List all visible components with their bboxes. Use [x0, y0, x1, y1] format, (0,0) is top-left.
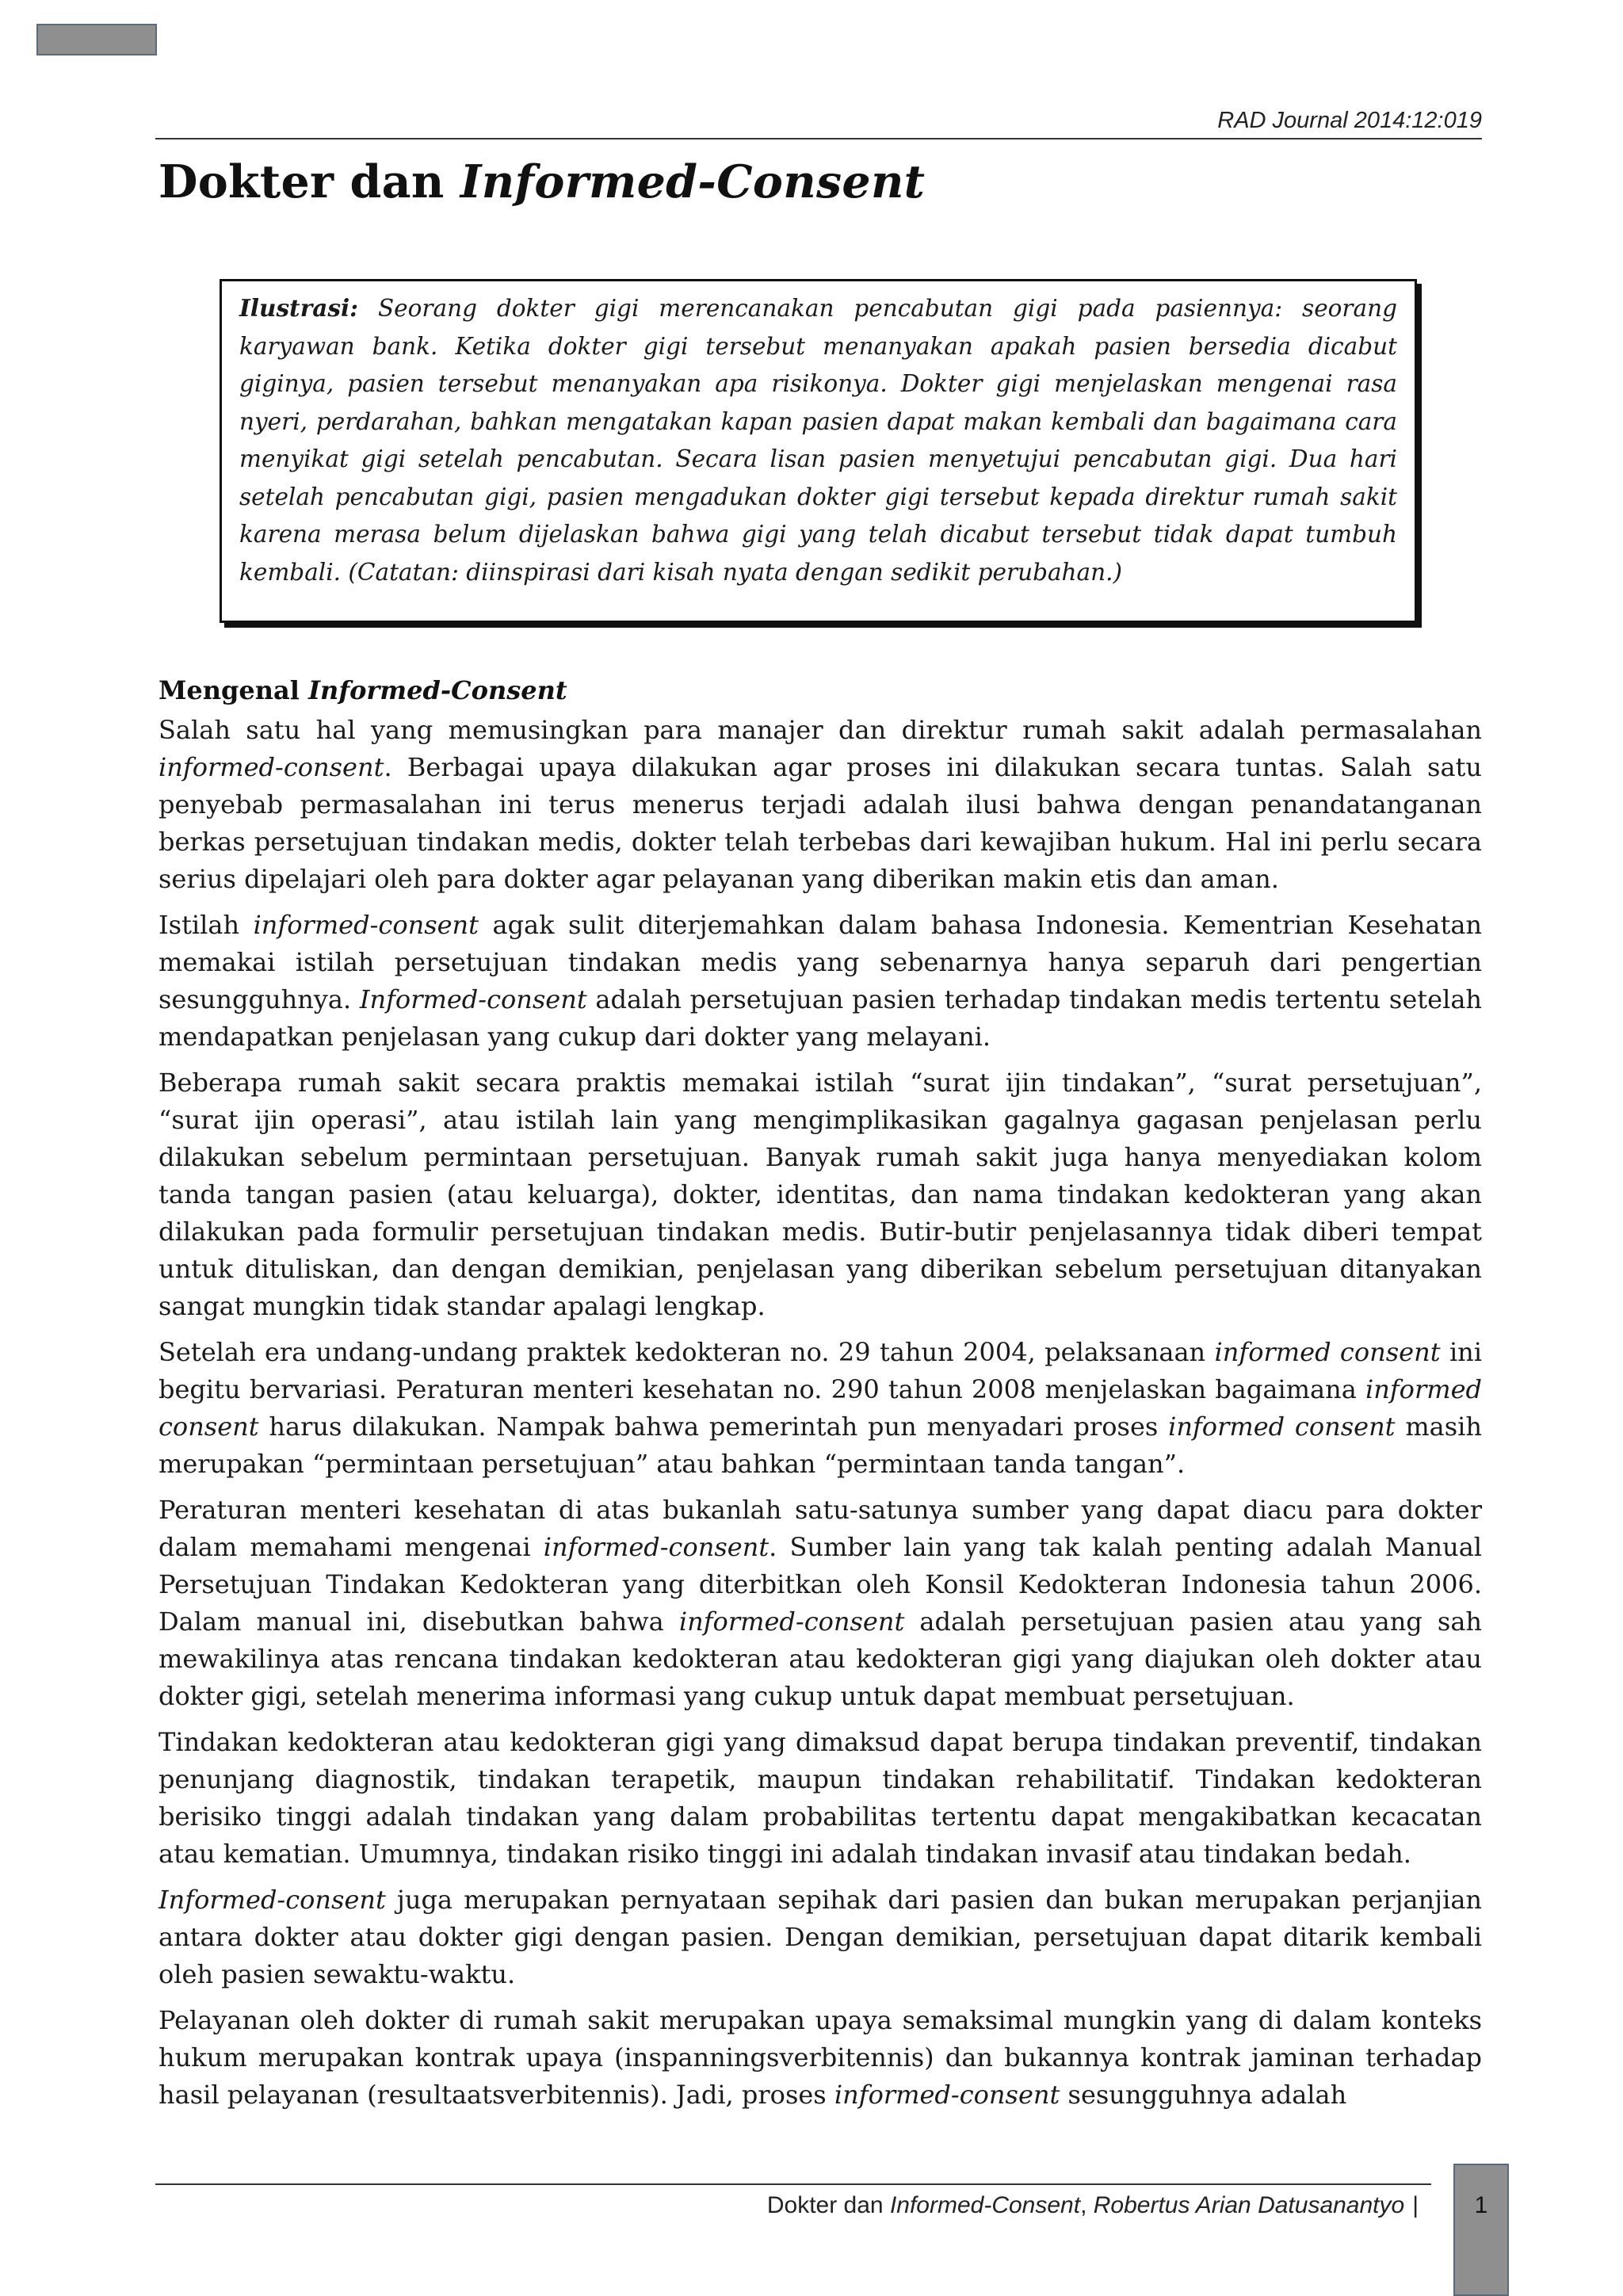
text-run: adalah persetujuan pasien atau yang sah mewakilinya atas rencana tindakan kedokteran atau kedokteran gigi yang diajukan oleh dokter atau dokter gigi, setelah menerima informasi yang cukup untuk dapat membuat persetujuan.	[158, 1606, 1483, 1711]
illustration-label: Ilustrasi:	[239, 294, 359, 322]
section-heading-plain: Mengenal	[158, 675, 309, 705]
text-run: Tindakan kedokteran atau kedokteran gigi yang dimaksud dapat berupa tindakan preventif, tindakan penunjang diagnostik, tindakan terapetik, maupun tindakan rehabilitatif. Tindakan kedokteran berisiko tinggi adalah tindakan yang dalam probabilitas tertentu dapat mengakibatkan kecacatan atau kematian. Umumnya, tindakan risiko tinggi ini adalah tindakan invasif atau tindakan bedah.	[158, 1727, 1482, 1869]
text-run: . Berbagai upaya dilakukan agar proses ini dilakukan secara tuntas. Salah satu penyebab permasalahan ini terus menerus terjadi adalah ilusi bahwa dengan penandatanganan berkas persetujuan tindakan medis, dokter telah terbebas dari kewajiban hukum. Hal ini perlu secara serius dipelajari oleh para dokter agar pelayanan yang diberikan makin etis dan aman.	[158, 752, 1482, 894]
footer-title-plain: Dokter dan	[766, 2192, 890, 2218]
paragraph	[158, 1724, 1482, 1873]
italic-term: informed consent	[158, 1374, 1482, 1442]
italic-term: Informed-consent	[158, 1885, 386, 1915]
text-run: agak sulit diterjemahkan dalam bahasa Indonesia. Kementrian Kesehatan memakai istilah persetujuan tindakan medis yang sebenarnya hanya separuh dari pengertian sesungguhnya.	[158, 910, 1483, 1014]
section-heading	[158, 672, 1482, 709]
text-run: Beberapa rumah sakit secara praktis memakai istilah “surat ijin tindakan”, “surat persetujuan”, “surat ijin operasi”, atau istilah lain yang mengimplikasikan gagalnya gagasan penjelasan perlu dilakukan sebelum permintaan persetujuan. Banyak rumah sakit juga hanya menyediakan kolom tanda tangan pasien (atau keluarga), dokter, identitas, dan nama tindakan kedokteran yang akan dilakukan pada formulir persetujuan tindakan medis. Butir-butir penjelasannya tidak diberi tempat untuk dituliskan, dan dengan demikian, penjelasan yang diberikan sebelum persetujuan ditanyakan sangat mungkin tidak standar apalagi lengkap.	[158, 1068, 1482, 1321]
paragraph	[158, 907, 1482, 1056]
corner-tab	[36, 24, 157, 55]
footer-title-italic: Informed-Consent	[889, 2192, 1081, 2218]
text-run: harus dilakukan. Nampak bahwa pemerintah pun menyadari proses	[258, 1412, 1169, 1442]
text-run: Setelah era undang-undang praktek kedokteran no. 29 tahun 2004, pelaksanaan	[158, 1337, 1215, 1367]
page-title	[158, 155, 925, 208]
text-run: Pelayanan oleh dokter di rumah sakit merupakan upaya semaksimal mungkin yang di dalam konteks hukum merupakan kontrak upaya (inspanningsverbitennis) dan bukannya kontrak jaminan terhadap hasil pelayanan (resultaatsverbitennis). Jadi, proses	[158, 2005, 1482, 2110]
italic-term: informed-consent	[678, 1606, 905, 1637]
text-run: adalah persetujuan pasien terhadap tindakan medis tertentu setelah mendapatkan penjelasan yang cukup dari dokter yang melayani.	[158, 984, 1483, 1052]
italic-term: Informed-consent	[359, 984, 587, 1014]
page-number-tab	[1453, 2164, 1509, 2296]
italic-term: informed-consent	[253, 910, 479, 940]
text-run: masih merupakan “permintaan persetujuan” atau bahkan “permintaan tanda tangan”.	[158, 1412, 1483, 1479]
illustration-text	[239, 289, 1397, 591]
italic-term: informed-consent	[834, 2080, 1060, 2110]
paragraph	[158, 2002, 1482, 2114]
footer-author: Robertus Arian Datusanantyo	[1093, 2192, 1405, 2218]
header-rule	[155, 138, 1482, 139]
paragraph	[158, 1492, 1482, 1715]
footer-comma: ,	[1080, 2192, 1094, 2218]
paragraph	[158, 1881, 1482, 1993]
page-number: 1	[1474, 2192, 1488, 2218]
illustration-box	[220, 279, 1417, 623]
italic-term: informed consent	[1168, 1412, 1396, 1442]
text-run: Istilah	[158, 910, 254, 940]
paragraph	[158, 712, 1482, 898]
text-run: Salah satu hal yang memusingkan para manajer dan direktur rumah sakit adalah permasalahan	[158, 715, 1482, 745]
text-run: ini begitu bervariasi. Peraturan menteri kesehatan no. 290 tahun 2008 menjelaskan bagaimana	[158, 1337, 1483, 1404]
text-run: . Sumber lain yang tak kalah penting adalah Manual Persetujuan Tindakan Kedokteran yang diterbitkan oleh Konsil Kedokteran Indonesia tahun 2006. Dalam manual ini, disebutkan bahwa	[158, 1532, 1483, 1637]
article-body	[158, 672, 1482, 2122]
journal-reference: RAD Journal 2014:12:019	[1217, 108, 1482, 133]
text-run: sesungguhnya adalah	[1060, 2080, 1347, 2110]
footer-separator: |	[1412, 2192, 1419, 2218]
italic-term: informed consent	[1214, 1337, 1441, 1367]
footer-rule	[155, 2183, 1431, 2185]
section-heading-italic: Informed-Consent	[308, 675, 567, 705]
text-run: Peraturan menteri kesehatan di atas bukanlah satu-satunya sumber yang dapat diacu para dokter dalam memahami mengenai	[158, 1495, 1482, 1562]
title-italic: Informed-Consent	[460, 155, 926, 208]
title-plain: Dokter dan	[158, 155, 460, 208]
footer	[767, 2192, 1419, 2219]
italic-term: informed-consent	[543, 1532, 769, 1562]
italic-term: informed-consent	[158, 752, 384, 782]
paragraph	[158, 1334, 1482, 1483]
paragraph	[158, 1064, 1482, 1325]
text-run: juga merupakan pernyataan sepihak dari pasien dan bukan merupakan perjanjian antara dokter atau dokter gigi dengan pasien. Dengan demikian, persetujuan dapat ditarik kembali oleh pasien sewaktu-waktu.	[158, 1885, 1482, 1989]
illustration-body: Seorang dokter gigi merencanakan pencabutan gigi pada pasiennya: seorang karyawan bank. Ketika dokter gigi tersebut menanyakan apakah pasien bersedia dicabut giginya, pasien tersebut menanyakan apa risikonya. Dokter gigi menjelaskan mengenai rasa nyeri, perdarahan, bahkan mengatakan kapan pasien dapat makan kembali dan bagaimana cara menyikat gigi setelah pencabutan. Secara lisan pasien menyetujui pencabutan gigi. Dua hari setelah pencabutan gigi, pasien mengadukan dokter gigi tersebut kepada direktur rumah sakit karena merasa belum dijelaskan bahwa gigi yang telah dicabut tersebut tidak dapat tumbuh kembali. (Catatan: diinspirasi dari kisah nyata dengan sedikit perubahan.)	[239, 295, 1397, 586]
